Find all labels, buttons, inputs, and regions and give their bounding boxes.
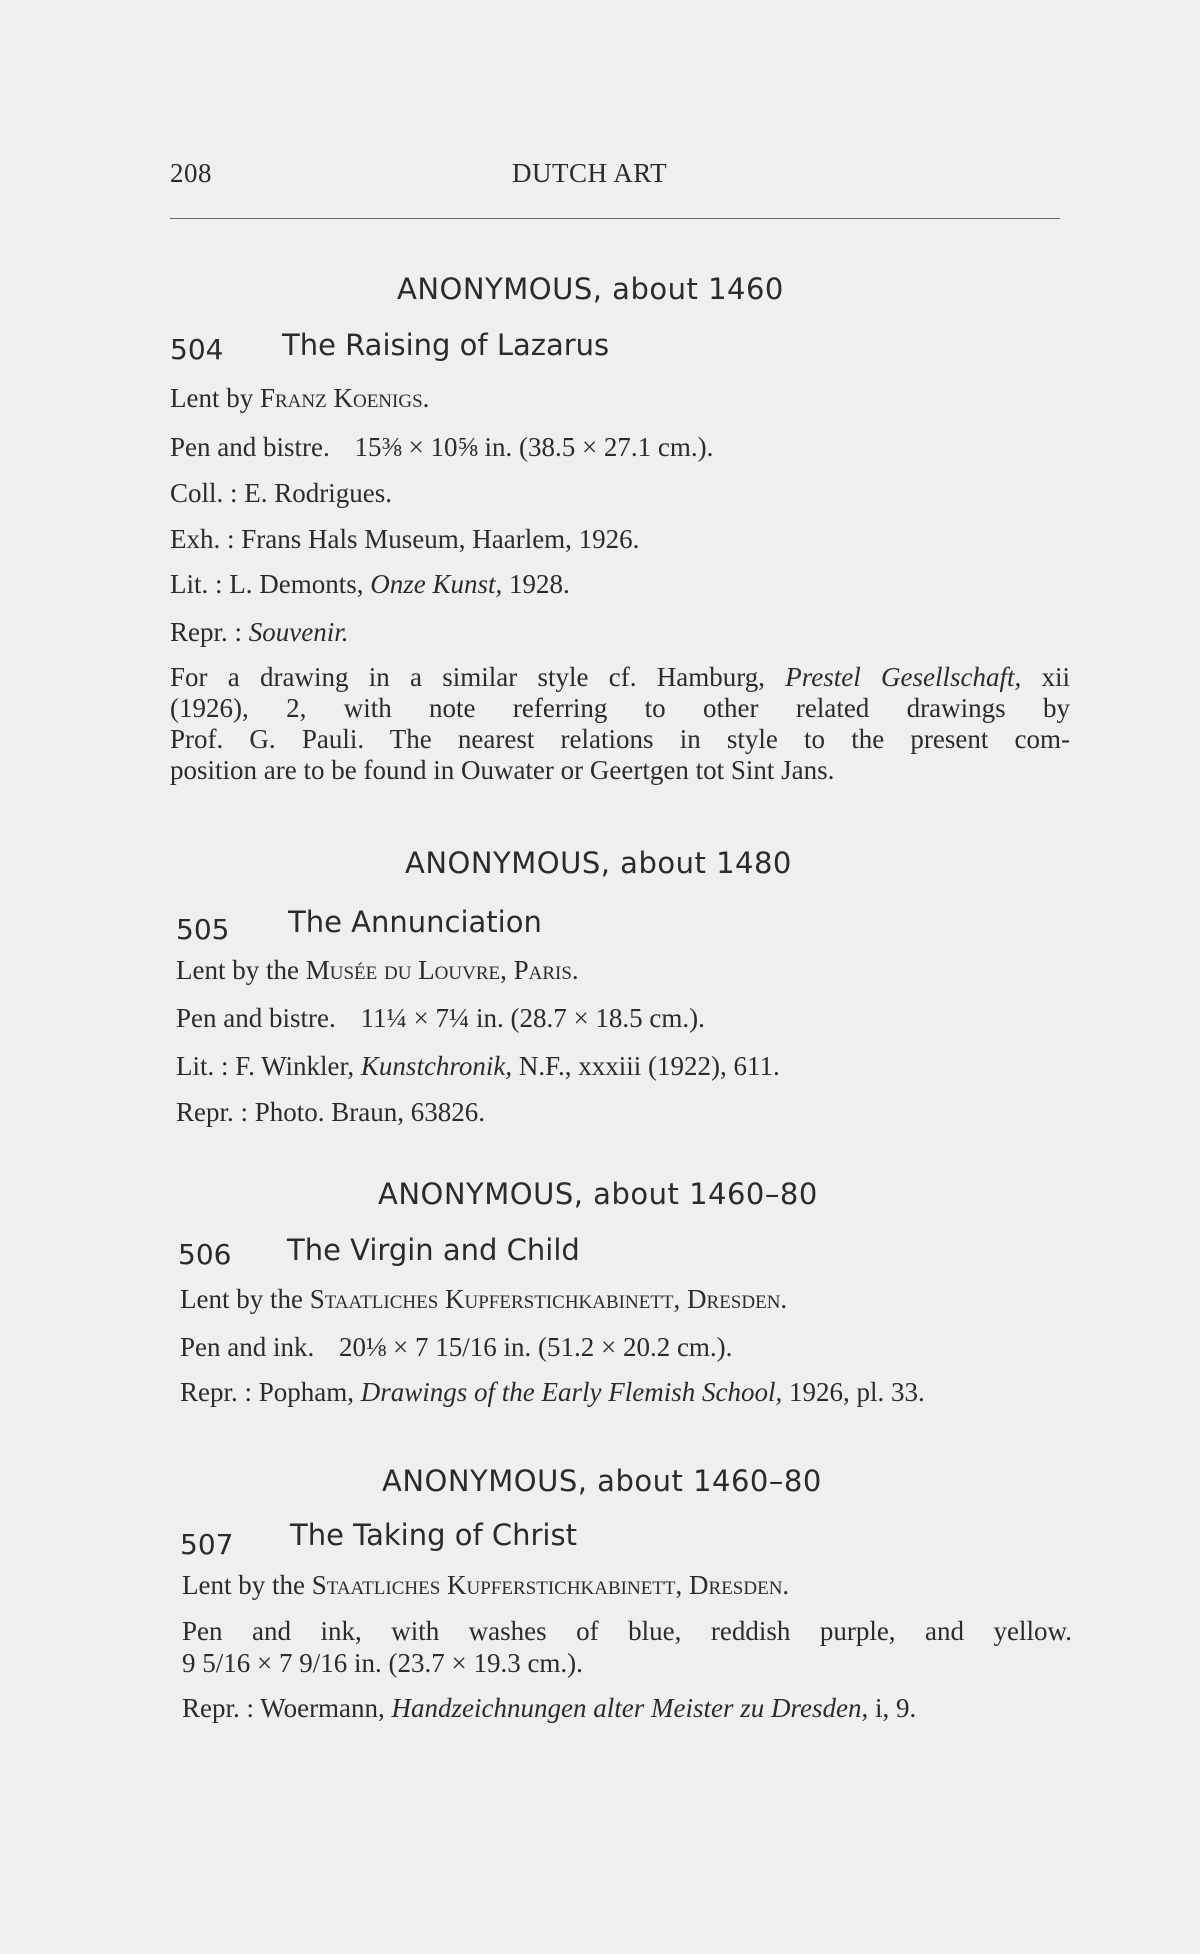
- medium-line: [176, 1003, 705, 1034]
- reproduction-suffix: i, 9.: [868, 1693, 917, 1723]
- lender-name: Musée du Louvre, Paris.: [305, 955, 579, 985]
- dimensions: 15⅜ × 10⅝ in. (38.5 × 27.1 cm.).: [354, 432, 714, 462]
- lender-line: [180, 1284, 787, 1315]
- entry-number: 507: [180, 1528, 234, 1561]
- literature-prefix: Lit. : F. Winkler,: [176, 1051, 361, 1081]
- medium-line: Pen and ink, with washes of blue, reddish purple, and yellow.: [182, 1616, 1072, 1646]
- dimensions: 20⅛ × 7 15/16 in. (51.2 × 20.2 cm.).: [339, 1332, 733, 1362]
- reproduction-line: [180, 1377, 925, 1408]
- section-heading: ANONYMOUS, about 1480: [405, 846, 792, 880]
- literature-suffix: N.F., xxxiii (1922), 611.: [512, 1051, 780, 1081]
- note-line: position are to be found in Ouwater or Geertgen tot Sint Jans.: [170, 755, 835, 785]
- lent-prefix: Lent by the: [182, 1570, 312, 1600]
- reproduction-prefix: Repr. :: [170, 617, 249, 647]
- medium: Pen and bistre.: [176, 1003, 336, 1033]
- medium: Pen and bistre.: [170, 432, 330, 462]
- entry-title: The Raising of Lazarus: [282, 328, 610, 362]
- lender-line: [170, 383, 429, 414]
- literature-prefix: Lit. : L. Demonts,: [170, 569, 371, 599]
- note-reference: Prestel Gesellschaft,: [785, 662, 1022, 692]
- note-prefix: For a drawing in a similar style cf. Hamburg,: [170, 662, 786, 692]
- note-line: (1926), 2, with note referring to other related drawings by: [170, 693, 1070, 723]
- reproduction-line: [170, 617, 348, 648]
- entry-title: The Annunciation: [288, 905, 542, 939]
- section-heading: ANONYMOUS, about 1460–80: [382, 1464, 822, 1498]
- reproduction-title: Drawings of the Early Flemish School,: [360, 1377, 783, 1407]
- lender-name: Staatliches Kupferstichkabinett, Dresden.: [311, 1570, 790, 1600]
- header-rule: [170, 218, 1060, 219]
- reproduction-line: Repr. : Photo. Braun, 63826.: [176, 1097, 485, 1127]
- section-heading: ANONYMOUS, about 1460: [397, 272, 784, 306]
- entry-title: The Taking of Christ: [290, 1518, 577, 1552]
- running-title: DUTCH ART: [512, 158, 668, 188]
- section-heading: ANONYMOUS, about 1460–80: [378, 1177, 818, 1211]
- reproduction-prefix: Repr. : Popham,: [180, 1377, 361, 1407]
- literature-line: [176, 1051, 780, 1082]
- literature-suffix: 1928.: [502, 569, 570, 599]
- entry-title: The Virgin and Child: [287, 1233, 580, 1267]
- reproduction-suffix: 1926, pl. 33.: [782, 1377, 925, 1407]
- note-suffix: xii: [1021, 662, 1070, 692]
- reproduction-prefix: Repr. : Woermann,: [182, 1693, 392, 1723]
- lender-line: [182, 1570, 789, 1601]
- reproduction-title: Handzeichnungen alter Meister zu Dresden,: [391, 1693, 869, 1723]
- lent-prefix: Lent by: [170, 383, 260, 413]
- reproduction-line: [182, 1693, 916, 1724]
- page-number: 208: [170, 158, 212, 188]
- reproduction-title: Souvenir.: [248, 617, 349, 647]
- lent-prefix: Lent by the: [176, 955, 306, 985]
- exhibition-line: Exh. : Frans Hals Museum, Haarlem, 1926.: [170, 524, 640, 554]
- entry-number: 504: [170, 333, 224, 366]
- medium: Pen and ink.: [180, 1332, 315, 1362]
- lent-prefix: Lent by the: [180, 1284, 310, 1314]
- literature-title: Onze Kunst,: [370, 569, 503, 599]
- lender-name: Staatliches Kupferstichkabinett, Dresden.: [309, 1284, 788, 1314]
- entry-number: 506: [178, 1238, 232, 1271]
- literature-line: [170, 569, 570, 600]
- lender-name: Franz Koenigs.: [259, 383, 430, 413]
- literature-title: Kunstchronik,: [360, 1051, 513, 1081]
- collection-line: Coll. : E. Rodrigues.: [170, 478, 392, 508]
- dimensions-line: 9 5/16 × 7 9/16 in. (23.7 × 19.3 cm.).: [182, 1648, 583, 1678]
- dimensions: 11¼ × 7¼ in. (28.7 × 18.5 cm.).: [360, 1003, 705, 1033]
- note-line: [170, 662, 1070, 693]
- note-line: Prof. G. Pauli. The nearest relations in style to the present com-: [170, 724, 1070, 754]
- lender-line: [176, 955, 579, 986]
- entry-number: 505: [176, 913, 230, 946]
- medium-line: [170, 432, 713, 463]
- medium-line: [180, 1332, 732, 1363]
